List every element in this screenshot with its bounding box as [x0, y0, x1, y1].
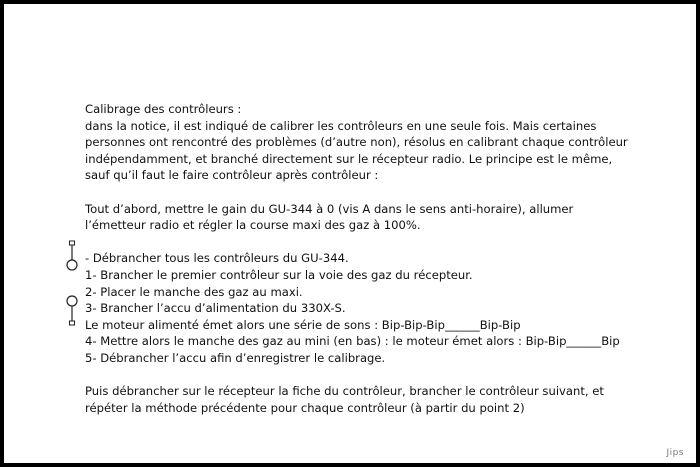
step-line: 1- Brancher le premier contrôleur sur la voie des gaz du récepteur.: [85, 267, 473, 282]
intro-line: sauf qu’il faut le faire contrôleur après contrôleur :: [85, 168, 379, 183]
conclusion-line: Puis débrancher sur le récepteur la fiche du contrôleur, brancher le contrôleur suivant, et: [85, 384, 604, 399]
step-line: Le moteur alimenté émet alors une série de sons : Bip-Bip-Bip______Bip-Bip: [85, 317, 521, 332]
throttle-stick-down-icon: [64, 294, 80, 326]
document-heading: Calibrage des contrôleurs :: [85, 102, 242, 116]
conclusion-line: répéter la méthode précédente pour chaque contrôleur (à partir du point 2): [85, 400, 525, 415]
paragraph-gap: [85, 234, 665, 251]
step-line: 5- Débrancher l’accu afin d’enregistrer le calibrage.: [85, 350, 386, 365]
step-line: - Débrancher tous les contrôleurs du GU-344.: [85, 251, 349, 266]
throttle-stick-up-icon: [64, 240, 80, 272]
intro-line: indépendamment, et branché directement sur le récepteur radio. Le principe est le même,: [85, 151, 613, 166]
step-line: 3- Brancher l’accu d’alimentation du 330X-S.: [85, 301, 346, 316]
setup-line: Tout d’abord, mettre le gain du GU-344 à 0 (vis A dans le sens anti-horaire), allumer: [85, 201, 574, 216]
step-line: 2- Placer le manche des gaz au maxi.: [85, 284, 303, 299]
paragraph-gap: [85, 367, 665, 384]
document-page: [4, 4, 696, 463]
author-signature: Jips: [666, 448, 684, 458]
intro-line: personnes ont rencontré des problèmes (d’autre non), résolus en calibrant chaque contrôleur: [85, 135, 628, 150]
intro-line: dans la notice, il est indiqué de calibrer les contrôleurs en une seule fois. Mais certaines: [85, 118, 597, 133]
step-line: 4- Mettre alors le manche des gaz au mini (en bas) : le moteur émet alors : Bip-Bip______Bip: [85, 334, 620, 349]
document-body: [85, 101, 665, 416]
setup-line: l’émetteur radio et régler la course maxi des gaz à 100%.: [85, 218, 421, 233]
paragraph-gap: [85, 184, 665, 201]
